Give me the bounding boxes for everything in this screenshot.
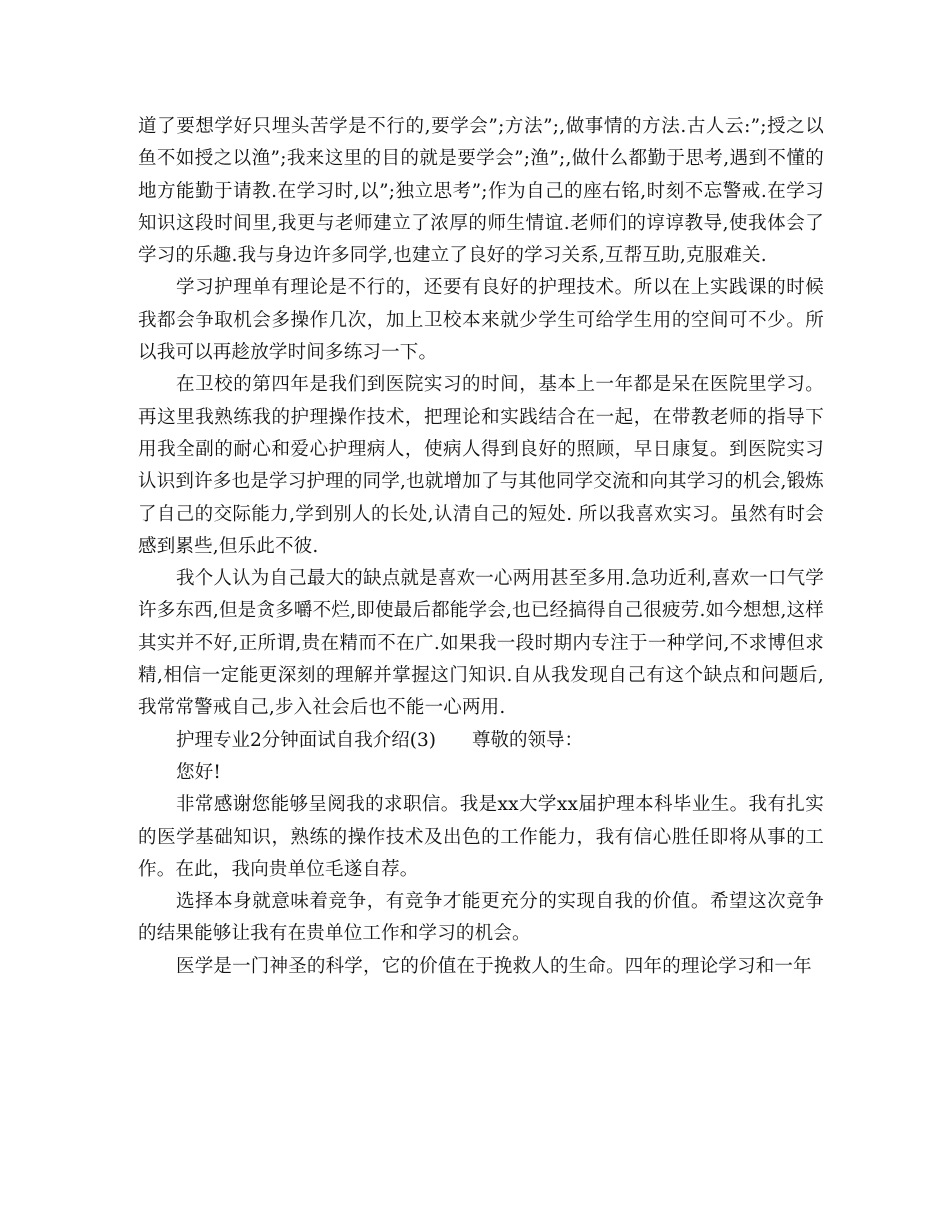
body-paragraph: 学习护理单有理论是不行的，还要有良好的护理技术。所以在上实践课的时候我都会争取机会多操作几次，加上卫校本来就少学生可给学生用的空间可不少。所以我可以再趁放学时间多练习一下。 [138,277,824,364]
body-paragraph: 选择本身就意味着竞争，有竞争才能更充分的实现自我的价值。希望这次竞争的结果能够让我有在贵单位工作和学习的机会。 [138,891,824,945]
body-paragraph: 非常感谢您能够呈阅我的求职信。我是xx大学xx届护理本科毕业生。我有扎实的医学基础知识，熟练的操作技术及出色的工作能力，我有信心胜任即将从事的工作。在此，我向贵单位毛遂自荐。 [138,794,824,880]
body-paragraph: 道了要想学好只埋头苦学是不行的,要学会”;方法”;,做事情的方法.古人云:”;授之以鱼不如授之以渔”;我来这里的目的就是要学会”;渔”;,做什么都勤于思考,遇到不懂的地方能勤于请教.在学习时,以”;独立思考”;作为自己的座右铭,时刻不忘警戒.在学习知识这段时间里,我更与老师建立了浓厚的师生情谊.老师们的谆谆教导,使我体会了学习的乐趣.我与身边许多同学,也建立了良好的学习关系,互帮互助,克服难关. [138,116,824,267]
greeting-paragraph: 您好! [176,761,222,783]
section-heading-line [138,725,824,757]
body-paragraph: 在卫校的第四年是我们到医院实习的时间，基本上一年都是呆在医院里学习。再这里我熟练我的护理操作技术，把理论和实践结合在一起，在带教老师的指导下用我全副的耐心和爱心护理病人，使病人得到良好的照顾，早日康复。到医院实习认识到许多也是学习护理的同学,也就增加了与其他同学交流和向其学习的机会,锻炼了自己的交际能力,学到别人的长处,认清自己的短处. 所以我喜欢实习。虽然有时会感到累些,但乐此不彼. [138,374,824,557]
body-paragraph: 医学是一门神圣的科学，它的价值在于挽救人的生命。四年的理论学习和一年 [176,955,812,977]
section-title: 护理专业2分钟面试自我介绍(3) [176,729,436,751]
salutation: 尊敬的领导： [471,729,583,751]
body-paragraph: 我个人认为自己最大的缺点就是喜欢一心两用甚至多用.急功近利,喜欢一口气学许多东西,但是贪多嚼不烂,即使最后都能学会,也已经搞得自己很疲劳.如今想想,这样其实并不好,正所谓,贵在精而不在广.如果我一段时期内专注于一种学问,不求博但求精,相信一定能更深刻的理解并掌握这门知识.自从我发现自己有这个缺点和问题后,我常常警戒自己,步入社会后也不能一心两用. [138,568,824,719]
document-page [138,111,824,983]
